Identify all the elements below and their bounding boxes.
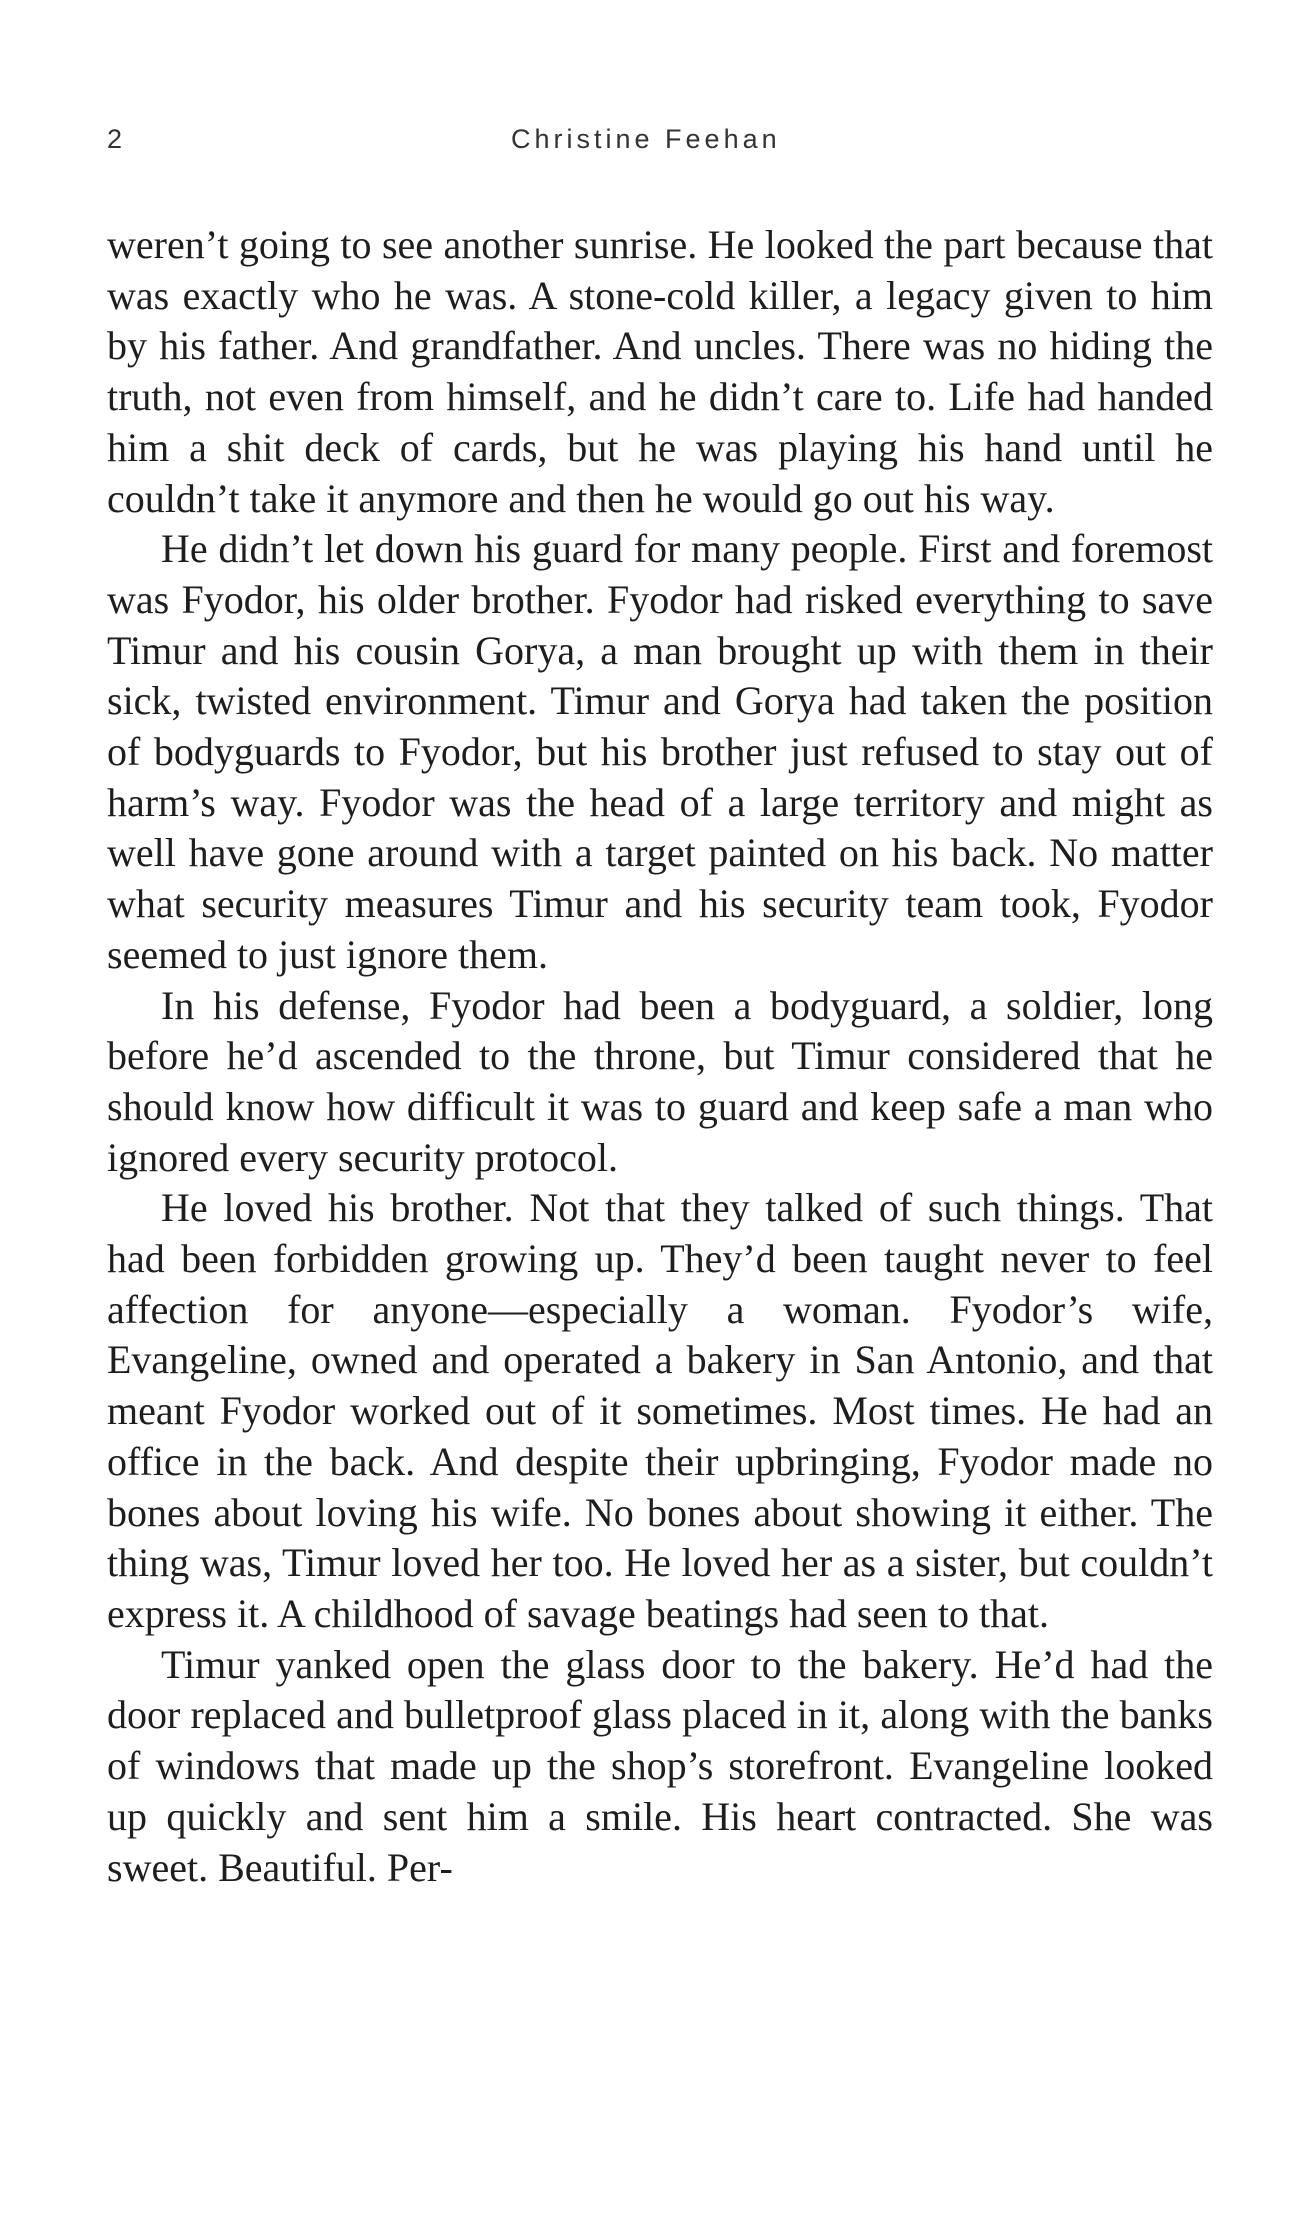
running-head-author: Christine Feehan bbox=[511, 124, 781, 154]
page-number: 2 bbox=[107, 124, 127, 154]
running-head bbox=[107, 124, 1213, 164]
body-text bbox=[107, 220, 1213, 1893]
paragraph-continued: weren’t going to see another sunrise. He looked the part because that was exactly who he was. A stone-cold killer, a legacy given to him by his father. And grandfather. And uncles. There was no hiding the truth, not even from himself, and he didn’t care to. Life had handed him a shit deck of cards, but he was playing his hand until he couldn’t take it anymore and then he would go out his way. bbox=[107, 222, 1213, 521]
paragraph: In his defense, Fyodor had been a bodyguard, a soldier, long before he’d ascended to the throne, but Timur considered that he should know how difficult it was to guard and keep safe a man who ignored every security protocol. bbox=[107, 982, 1213, 1180]
paragraph: He loved his brother. Not that they talked of such things. That had been forbidden growing up. They’d been taught never to feel affection for anyone—especially a woman. Fyodor’s wife, Evangeline, owned and operated a bakery in San Antonio, and that meant Fyodor worked out of it sometimes. Most times. He had an office in the back. And despite their upbringing, Fyodor made no bones about loving his wife. No bones about showing it either. The thing was, Timur loved her too. He loved her as a sister, but couldn’t express it. A childhood of savage beatings had seen to that. bbox=[107, 1185, 1213, 1636]
paragraph: He didn’t let down his guard for many people. First and foremost was Fyodor, his older brother. Fyodor had risked everything to save Timur and his cousin Gorya, a man brought up with them in their sick, twisted environment. Timur and Gorya had taken the position of bodyguards to Fyodor, but his brother just refused to stay out of harm’s way. Fyodor was the head of a large territory and might as well have gone around with a target painted on his back. No matter what security measures Timur and his security team took, Fyodor seemed to just ignore them. bbox=[107, 526, 1213, 977]
paragraph: Timur yanked open the glass door to the bakery. He’d had the door replaced and bulletproof glass placed in it, along with the banks of windows that made up the shop’s storefront. Evangeline looked up quickly and sent him a smile. His heart contracted. She was sweet. Beautiful. Per- bbox=[107, 1641, 1213, 1890]
